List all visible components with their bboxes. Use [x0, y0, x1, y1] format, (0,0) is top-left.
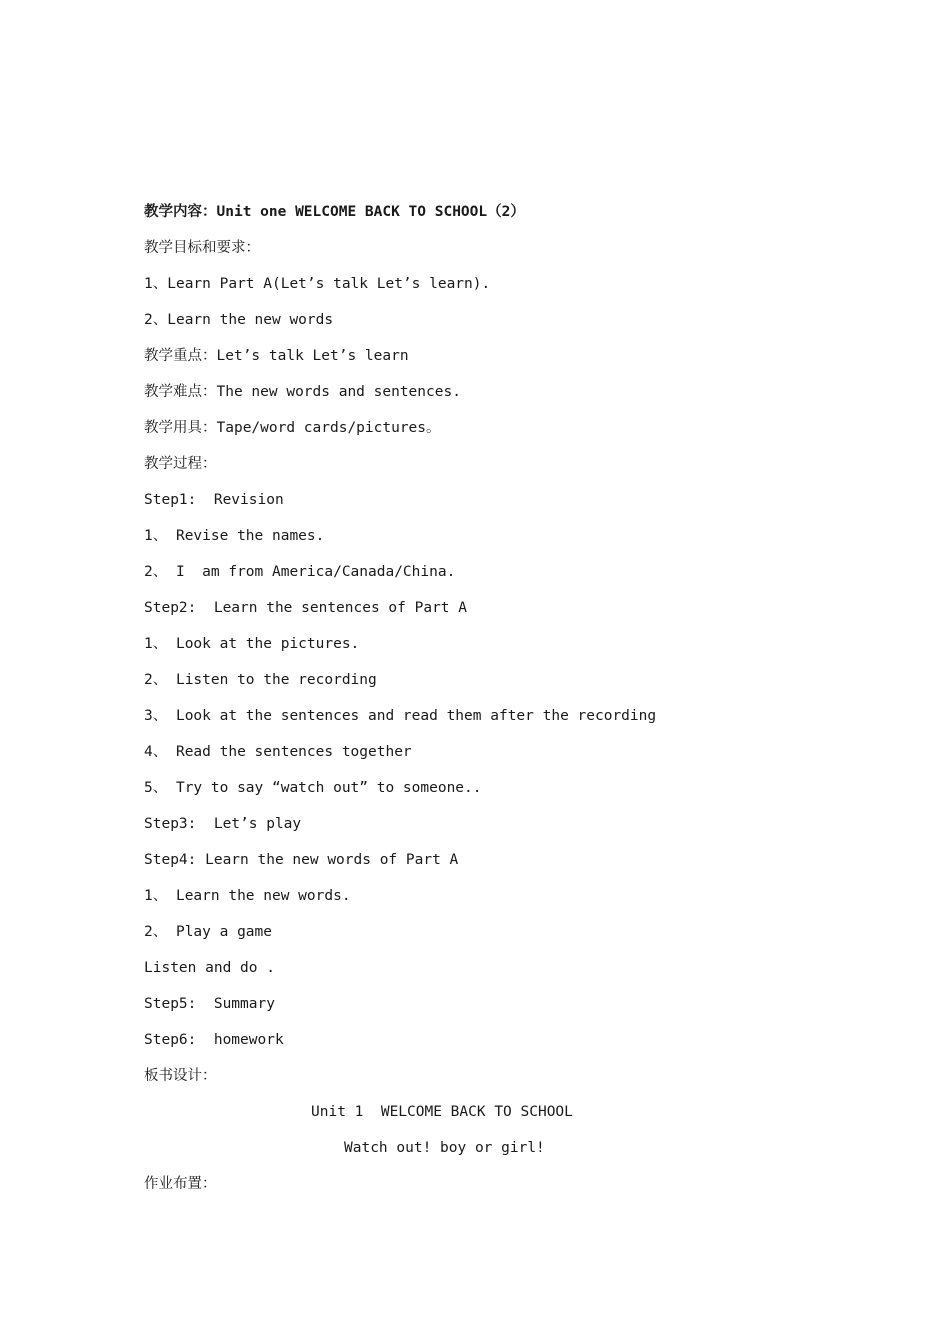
step-heading: Step5: Summary	[144, 996, 275, 1012]
homework-heading: 作业布置：	[144, 1176, 217, 1192]
step-item: 1、 Revise the names.	[144, 528, 325, 544]
lesson-title: 教学内容：Unit one WELCOME BACK TO SCHOOL（2）	[144, 204, 525, 220]
objectives-heading: 教学目标和要求：	[144, 240, 260, 256]
difficult-points: 教学难点：The new words and sentences.	[144, 384, 461, 400]
step-item: 5、 Try to say “watch out” to someone..	[144, 780, 482, 796]
board-line: Watch out! boy or girl!	[344, 1140, 545, 1156]
step-item: 4、 Read the sentences together	[144, 744, 412, 760]
objective-item: 2、Learn the new words	[144, 312, 334, 328]
step-item: 3、 Look at the sentences and read them after the recording	[144, 708, 657, 724]
step-heading: Step2: Learn the sentences of Part A	[144, 600, 468, 616]
board-line: Unit 1 WELCOME BACK TO SCHOOL	[311, 1104, 573, 1120]
step-heading: Step6: homework	[144, 1032, 284, 1048]
board-design-heading: 板书设计：	[144, 1068, 217, 1084]
step-item: 2、 I am from America/Canada/China.	[144, 564, 456, 580]
step-item: 1、 Look at the pictures.	[144, 636, 360, 652]
objective-item: 1、Learn Part A(Let’s talk Let’s learn).	[144, 276, 491, 292]
step-item: Listen and do .	[144, 960, 275, 976]
teaching-aids: 教学用具：Tape/word cards/pictures。	[144, 420, 441, 436]
step-heading: Step1: Revision	[144, 492, 284, 508]
step-item: 1、 Learn the new words.	[144, 888, 351, 904]
lesson-plan-body	[144, 198, 824, 1206]
step-item: 2、 Play a game	[144, 924, 272, 940]
procedure-heading: 教学过程：	[144, 456, 217, 472]
key-points: 教学重点：Let’s talk Let’s learn	[144, 348, 409, 364]
step-heading: Step4: Learn the new words of Part A	[144, 852, 459, 868]
step-item: 2、 Listen to the recording	[144, 672, 377, 688]
step-heading: Step3: Let’s play	[144, 816, 302, 832]
